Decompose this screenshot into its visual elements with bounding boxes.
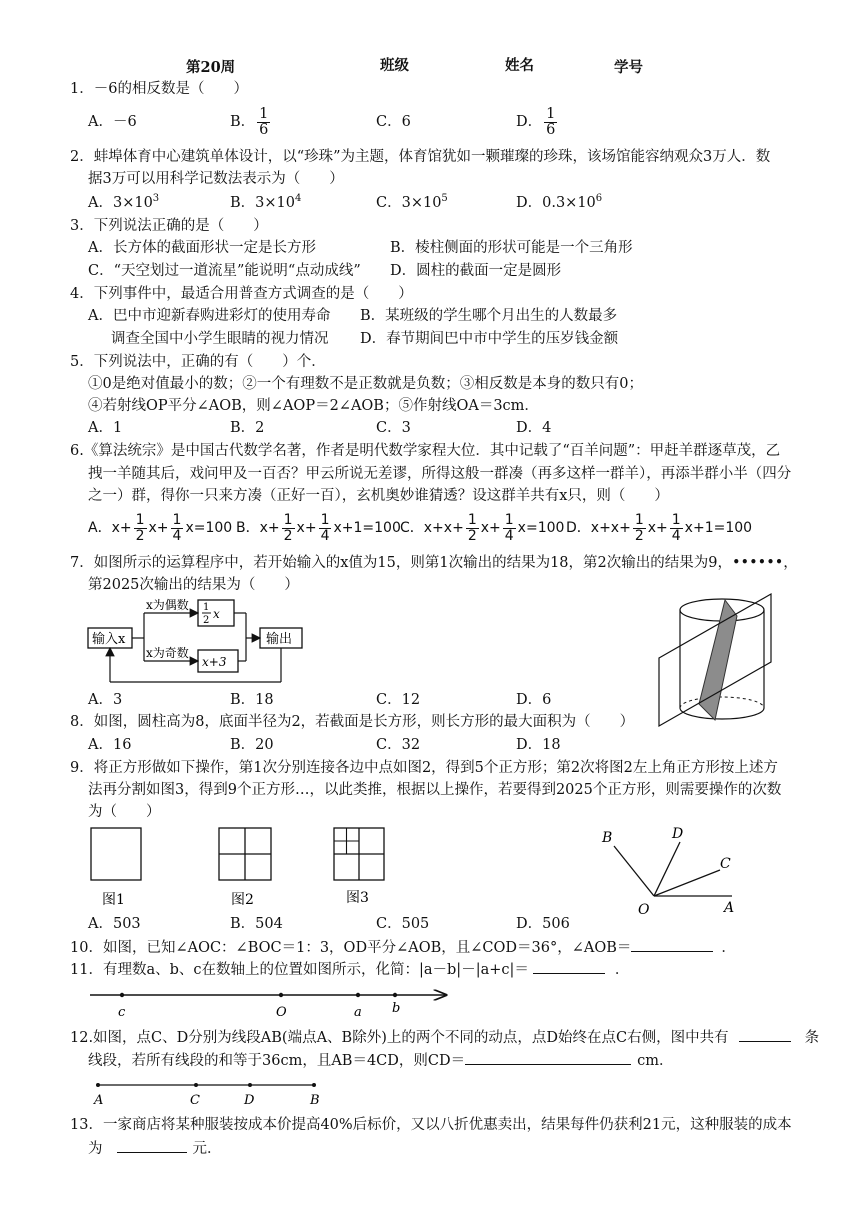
q6-line2: 拽一羊随其后，戏问甲及一百否？甲云所说无差谬，所得这般一群凑（再多这样一群羊），再添半群小半（四分 — [88, 466, 792, 482]
q13-line2: 为 元． — [88, 1138, 222, 1159]
q2-option-d: D．$0.3\times 10^6$ — [516, 193, 603, 211]
q5-option-a: A．1 — [88, 420, 123, 436]
q3-stem: 3．下列说法正确的是（ ） — [70, 218, 268, 234]
header-name: 姓名 — [505, 57, 534, 74]
q9-line1: 9．将正方形做如下操作，第1次分别连接各边中点如图2，得到5个正方形；第2次将图2左上角正方形按上述方 — [70, 760, 778, 776]
angle-label-d: D — [672, 826, 684, 842]
q9-line2: 法再分割如图3，得到9个正方形…，以此类推，根据以上操作，若要得到2025个正方形，则需要操作的次数 — [88, 782, 782, 798]
q6-line1: 6.《算法统宗》是中国古代数学名著，作者是明代数学家程大位．其中记载了“百羊问题”：甲赶羊群逐草茂，乙 — [70, 443, 781, 459]
q1-d-fraction: $\frac{1}{6}$ — [546, 105, 556, 138]
q4-option-b: B．某班级的学生哪个月出生的人数最多 — [360, 308, 618, 324]
q10-stem: 10．如图，已知∠AOC：∠BOC＝1：3，OD平分∠AOB，且∠COD＝36°，∠AOB＝ ． — [70, 937, 736, 958]
q2-option-b: B．$3\times 10^4$ — [230, 193, 302, 211]
flow-half-num: 1 — [203, 602, 210, 613]
q13-line1: 13．一家商店将某种服装按成本价提高40%后标价，又以八折优惠卖出，结果每件仍获利21元，这种服装的成本 — [70, 1117, 792, 1133]
q1-option-b: B． $\frac{1}{6}$ — [230, 105, 269, 138]
q8-option-c: C．32 — [376, 737, 421, 753]
q6-line3: 之一）群，得你一只来方凑（正好一百），玄机奥妙谁猜透？设这群羊共有x只，则（ ） — [88, 488, 669, 504]
q12-line2: 线段，若所有线段的和等于36cm，且AB＝4CD，则CD＝ cm． — [88, 1050, 674, 1071]
q7-option-a: A．3 — [88, 692, 123, 708]
q4-option-c: 调查全国中小学生眼睛的视力情况 — [111, 331, 329, 347]
q5-line1: ①0是绝对值最小的数；②一个有理数不是正数就是负数；③相反数是本身的数只有0； — [88, 376, 643, 392]
q8-option-d: D．18 — [516, 737, 561, 753]
q6-option-a: A．x+ $\frac{1}{2}$ x+ $\frac{1}{4}$ x=100 — [88, 511, 233, 544]
q9-line3: 为（ ） — [88, 804, 161, 820]
q12-cd-blank[interactable] — [465, 1050, 631, 1065]
q2-option-c: C．$3\times 10^5$ — [376, 193, 448, 211]
q12-segment-figure — [90, 1078, 330, 1108]
fig1-square — [91, 828, 141, 880]
flow-even-label: x为偶数 — [146, 598, 189, 612]
q1-option-d: D． $\frac{1}{6}$ — [516, 105, 556, 138]
q11-stem: 11．有理数a、b、c在数轴上的位置如图所示，化简：|a－b|－|a+c|＝ ． — [70, 959, 629, 980]
q5-stem: 5．下列说法中，正确的有（ ）个． — [70, 354, 326, 370]
q1-option-c: C．6 — [376, 114, 411, 130]
q7-flowchart — [86, 594, 316, 686]
numline-label-o: O — [276, 1005, 287, 1020]
flow-input-label: 输入x — [92, 632, 126, 647]
q9-option-c: C．505 — [376, 916, 430, 932]
q5-option-b: B．2 — [230, 420, 265, 436]
q8-option-b: B．20 — [230, 737, 274, 753]
q2-line2: 据3万可以用科学记数法表示为（ ） — [88, 171, 344, 187]
q9-option-a: A．503 — [88, 916, 141, 932]
q8-stem: 8．如图，圆柱高为8，底面半径为2，若截面是长方形，则长方形的最大面积为（ ） — [70, 714, 635, 730]
numline-label-c: c — [118, 1005, 126, 1020]
flow-half-var: x — [213, 607, 220, 621]
q1-b-fraction: $\frac{1}{6}$ — [259, 105, 269, 138]
q8-cylinder-figure — [655, 592, 785, 732]
q10-angle-figure — [592, 820, 752, 920]
header-class: 班级 — [380, 57, 409, 74]
segment-label-c: C — [190, 1093, 200, 1108]
q4-stem: 4．下列事件中，最适合用普查方式调查的是（ ） — [70, 286, 413, 302]
q5-line2: ④若射线OP平分∠AOB，则∠AOP＝2∠AOB；⑤作射线OA＝3cm． — [88, 398, 539, 414]
fig3-label: 图3 — [346, 890, 369, 906]
q6-option-b: B．x+ $\frac{1}{2}$ x+ $\frac{1}{4}$ x+1=100 — [236, 511, 401, 544]
flow-output-label: 输出 — [266, 632, 293, 647]
angle-label-a: A — [724, 900, 735, 916]
q12-count-blank[interactable] — [739, 1027, 791, 1042]
q3-option-c: C．“天空划过一道流星”能说明“点动成线” — [88, 263, 361, 279]
segment-label-d: D — [244, 1093, 255, 1108]
header-week: 第20周 — [186, 59, 236, 76]
q7-option-b: B．18 — [230, 692, 274, 708]
q5-option-d: D．4 — [516, 420, 552, 436]
numline-label-a: a — [354, 1005, 362, 1020]
flow-odd-label: x为奇数 — [146, 646, 189, 660]
q7-option-c: C．12 — [376, 692, 421, 708]
flow-plus3-label: x+3 — [202, 655, 227, 669]
numline-label-b: b — [392, 1001, 401, 1016]
q3-option-b: B．棱柱侧面的形状可能是一个三角形 — [390, 240, 633, 256]
fig1-label: 图1 — [102, 892, 125, 908]
segment-label-a: A — [94, 1093, 104, 1108]
q9-option-b: B．504 — [230, 916, 283, 932]
q6-option-c: C．x+x+ $\frac{1}{2}$ x+ $\frac{1}{4}$ x=100 — [400, 511, 565, 544]
q2-line1: 2．蚌埠体育中心建筑单体设计，以“珍珠”为主题，体育馆犹如一颗璀璨的珍珠，该场馆能容纳观众3万人．数 — [70, 149, 771, 165]
angle-label-o: O — [638, 902, 650, 918]
q10-answer-blank[interactable] — [631, 937, 713, 952]
q4-option-a: A．巴中市迎新春购进彩灯的使用寿命 — [88, 308, 331, 324]
q6-option-d: D．x+x+ $\frac{1}{2}$ x+ $\frac{1}{4}$ x+1=100 — [566, 511, 753, 544]
q4-option-d: D．春节期间巴中市中学生的压岁钱金额 — [360, 331, 619, 347]
header-id: 学号 — [614, 59, 643, 76]
q13-answer-blank[interactable] — [117, 1138, 187, 1153]
q7-option-d: D．6 — [516, 692, 552, 708]
q12-line1: 12.如图，点C、D分别为线段AB(端点A、B除外)上的两个不同的动点，点D始终在点C右侧，图中共有 条 — [70, 1027, 819, 1048]
q9-square-figures — [86, 822, 396, 912]
q5-option-c: C．3 — [376, 420, 411, 436]
q1-stem: 1．－6的相反数是（ ） — [70, 81, 248, 97]
flow-half-den: 2 — [203, 615, 210, 626]
q7-line2: 第2025次输出的结果为（ ） — [88, 577, 299, 593]
angle-label-c: C — [720, 856, 731, 872]
q1-option-a: A．－6 — [88, 114, 137, 130]
segment-label-b: B — [310, 1093, 320, 1108]
q11-number-line — [86, 984, 456, 1020]
q11-answer-blank[interactable] — [533, 959, 605, 974]
fig2-label: 图2 — [231, 892, 254, 908]
q2-option-a: A．$3\times 10^3$ — [88, 193, 160, 211]
angle-label-b: B — [602, 830, 613, 846]
q9-option-d: D．506 — [516, 916, 570, 932]
q3-option-a: A．长方体的截面形状一定是长方形 — [88, 240, 316, 256]
q8-option-a: A．16 — [88, 737, 132, 753]
q7-line1: 7．如图所示的运算程序中，若开始输入的x值为15，则第1次输出的结果为18，第2次输出的结果为9，••••••， — [70, 555, 798, 571]
q3-option-d: D．圆柱的截面一定是圆形 — [390, 263, 562, 279]
